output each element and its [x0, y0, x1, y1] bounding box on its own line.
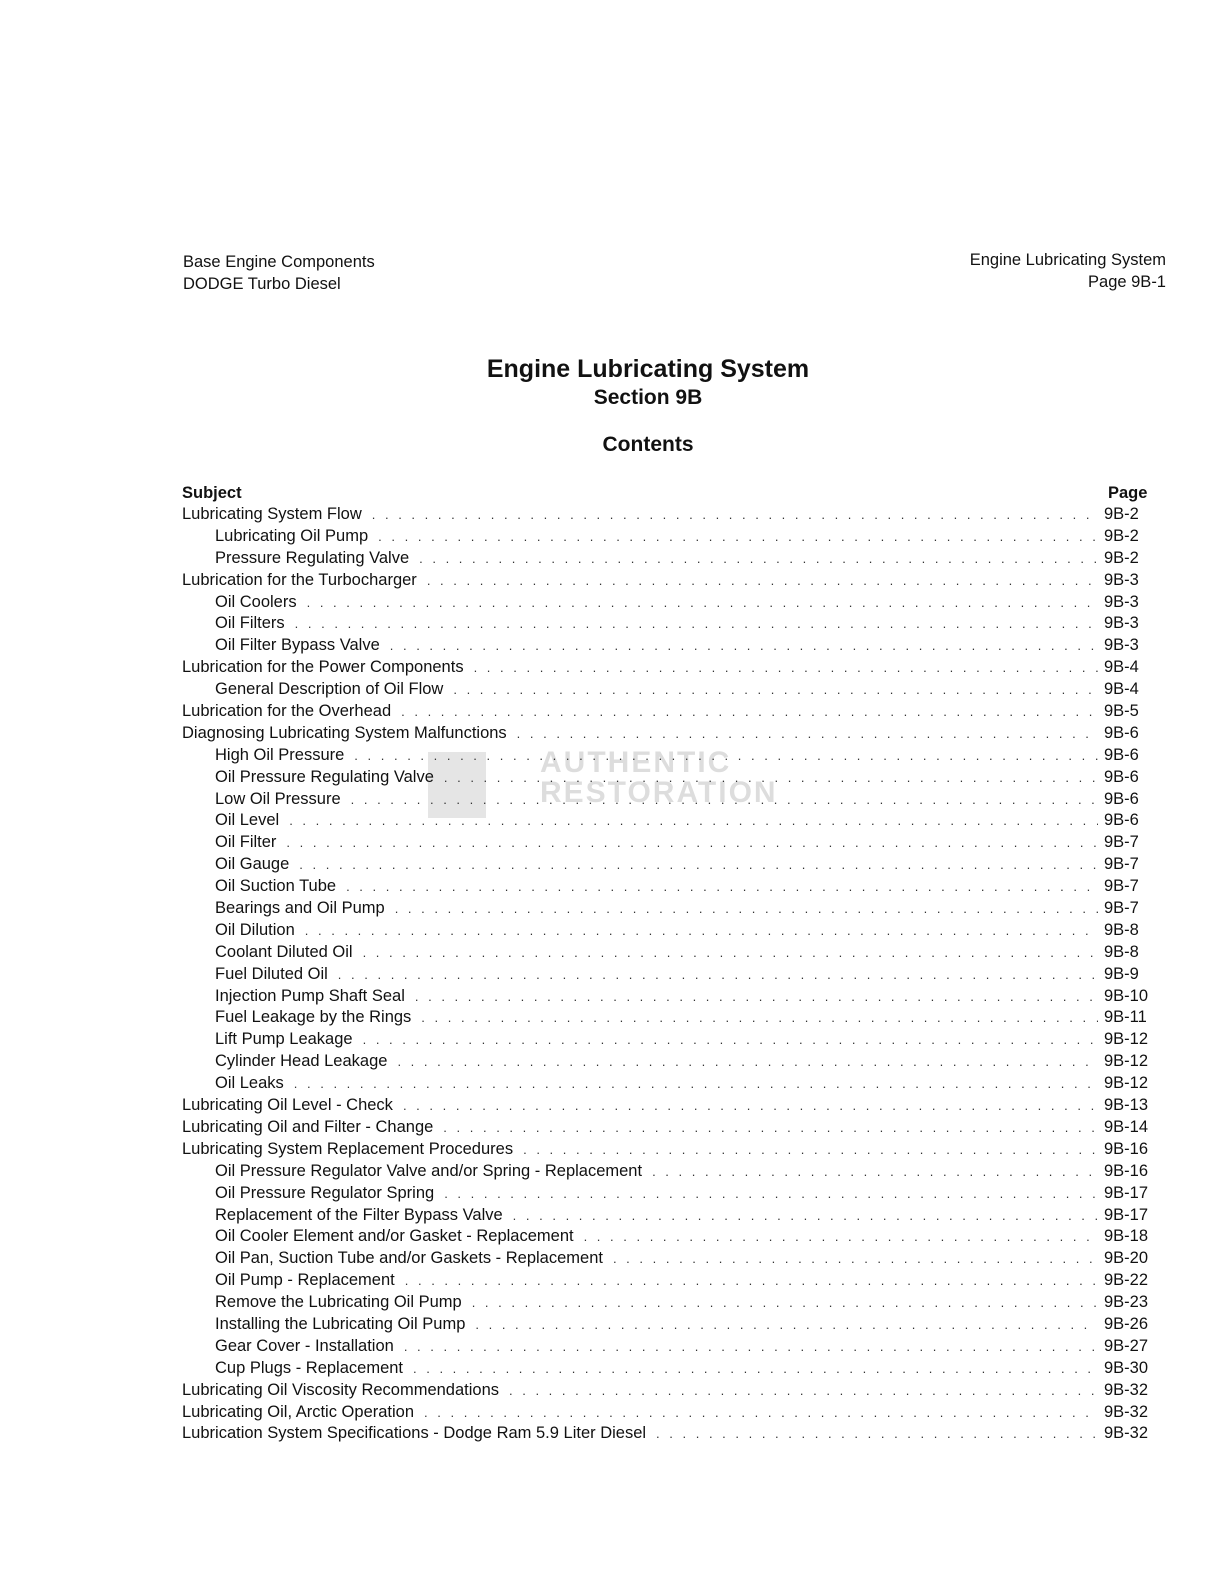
toc-entry — [182, 1336, 1150, 1358]
dot-leader — [390, 635, 1098, 657]
dot-leader — [354, 745, 1098, 767]
dot-leader — [427, 570, 1098, 592]
toc-entry — [182, 1073, 1150, 1095]
dot-leader — [403, 1095, 1098, 1117]
toc-entry-page: 9B-3 — [1104, 636, 1139, 655]
toc-entry-label: Oil Coolers — [215, 592, 297, 611]
dot-leader — [453, 679, 1098, 701]
toc-entry-label: Lubricating Oil, Arctic Operation — [182, 1402, 415, 1421]
toc-entry-label: Injection Pump Shaft Seal — [215, 986, 405, 1005]
toc-entry-label: Oil Pressure Regulator Spring — [215, 1183, 435, 1202]
toc-entry — [182, 832, 1150, 854]
toc-entry — [182, 1161, 1150, 1183]
toc-entry — [182, 854, 1150, 876]
toc-entry — [182, 635, 1150, 657]
page-column-label: Page — [1108, 484, 1148, 502]
toc-entry — [182, 1292, 1150, 1314]
toc-entry-label: Fuel Leakage by the Rings — [215, 1008, 412, 1027]
toc-entry — [182, 723, 1150, 745]
dot-leader — [405, 1270, 1098, 1292]
subject-column-label: Subject — [182, 484, 242, 502]
toc-entry-page: 9B-4 — [1104, 658, 1139, 677]
toc-entry — [182, 1051, 1150, 1073]
toc-entry-page: 9B-12 — [1104, 1074, 1149, 1093]
toc-entry-label: Lubricating Oil Level - Check — [182, 1096, 393, 1115]
dot-leader — [509, 1380, 1098, 1402]
toc-entry — [182, 1117, 1150, 1139]
toc-entry-label: Oil Dilution — [215, 920, 295, 939]
header-right-line-1: Engine Lubricating System — [969, 251, 1166, 269]
toc-entry-label: Oil Cooler Element and/or Gasket - Replacement — [215, 1227, 574, 1246]
toc-entry-label: Diagnosing Lubricating System Malfunctions — [182, 723, 507, 742]
toc-entry — [182, 810, 1150, 832]
toc-entry-label: Coolant Diluted Oil — [215, 942, 353, 961]
dot-leader — [338, 964, 1098, 986]
toc-entry-page: 9B-12 — [1104, 1052, 1149, 1071]
dot-leader — [444, 767, 1098, 789]
toc-entry — [182, 789, 1150, 811]
toc-entry-label: High Oil Pressure — [215, 745, 345, 764]
toc-entry-page: 9B-12 — [1104, 1030, 1149, 1049]
toc-entry — [182, 1007, 1150, 1029]
toc-entry — [182, 1380, 1150, 1402]
table-of-contents — [182, 482, 1150, 1445]
toc-entry-label: Bearings and Oil Pump — [215, 899, 385, 918]
toc-entry-label: Lift Pump Leakage — [215, 1030, 353, 1049]
toc-entry-label: Oil Pressure Regulating Valve — [215, 767, 434, 786]
header-right — [970, 249, 1166, 293]
toc-entry-label: Oil Filter — [215, 833, 277, 852]
dot-leader — [299, 854, 1098, 876]
toc-entry — [182, 1423, 1150, 1445]
toc-entry — [182, 1270, 1150, 1292]
toc-entry-label: Lubrication for the Power Components — [182, 658, 464, 677]
toc-entry — [182, 657, 1150, 679]
toc-entry-label: Fuel Diluted Oil — [215, 964, 328, 983]
dot-leader — [294, 1073, 1098, 1095]
toc-entry-page: 9B-8 — [1104, 942, 1139, 961]
toc-entry-page: 9B-16 — [1104, 1161, 1149, 1180]
dot-leader — [305, 920, 1098, 942]
toc-entry — [182, 745, 1150, 767]
toc-entry-label: Lubricating Oil Viscosity Recommendations — [182, 1380, 500, 1399]
toc-entry-page: 9B-16 — [1104, 1139, 1149, 1158]
toc-entry-label: Oil Gauge — [215, 855, 290, 874]
toc-entry-page: 9B-17 — [1104, 1205, 1149, 1224]
toc-entry-label: Lubricating Oil and Filter - Change — [182, 1117, 434, 1136]
toc-entry — [182, 964, 1150, 986]
toc-entry-page: 9B-6 — [1104, 811, 1139, 830]
contents-heading: Contents — [602, 433, 694, 456]
watermark-line-1: AUTHENTIC — [540, 746, 732, 779]
toc-entry-page: 9B-17 — [1104, 1183, 1149, 1202]
section-subtitle: Section 9B — [593, 386, 703, 409]
toc-entry-label: Oil Pan, Suction Tube and/or Gaskets - Replacement — [215, 1249, 603, 1268]
dot-leader — [397, 1051, 1098, 1073]
dot-leader — [378, 526, 1098, 548]
toc-entry — [182, 613, 1150, 635]
dot-leader — [475, 1314, 1098, 1336]
toc-entry-label: Cup Plugs - Replacement — [215, 1358, 404, 1377]
dot-leader — [286, 832, 1098, 854]
toc-entry-page: 9B-6 — [1104, 745, 1139, 764]
toc-header — [182, 482, 1150, 504]
toc-entry-page: 9B-27 — [1104, 1336, 1149, 1355]
header-left — [183, 251, 375, 295]
toc-entry-page: 9B-14 — [1104, 1117, 1149, 1136]
toc-entries — [182, 504, 1150, 1445]
toc-entry-page: 9B-7 — [1104, 855, 1139, 874]
header-left-line-1: Base Engine Components — [183, 253, 375, 271]
toc-entry-label: Installing the Lubricating Oil Pump — [215, 1314, 466, 1333]
toc-entry-label: Remove the Lubricating Oil Pump — [215, 1293, 462, 1312]
toc-entry-page: 9B-18 — [1104, 1227, 1149, 1246]
toc-entry-label: Lubricating Oil Pump — [215, 526, 369, 545]
toc-entry-page: 9B-23 — [1104, 1293, 1149, 1312]
toc-entry-label: Cylinder Head Leakage — [215, 1052, 388, 1071]
toc-entry — [182, 570, 1150, 592]
toc-entry-page: 9B-7 — [1104, 899, 1139, 918]
toc-entry-page: 9B-7 — [1104, 877, 1139, 896]
toc-entry-page: 9B-9 — [1104, 964, 1139, 983]
dot-leader — [656, 1423, 1098, 1445]
toc-entry-page: 9B-4 — [1104, 680, 1139, 699]
dot-leader — [443, 1117, 1098, 1139]
toc-entry-page: 9B-11 — [1104, 1008, 1147, 1027]
dot-leader — [444, 1183, 1098, 1205]
dot-leader — [424, 1402, 1098, 1424]
toc-entry-label: Lubrication for the Overhead — [182, 702, 392, 721]
dot-leader — [472, 1292, 1098, 1314]
dot-leader — [474, 657, 1098, 679]
toc-entry-page: 9B-7 — [1104, 833, 1139, 852]
watermark-line-2: RESTORATION — [540, 776, 778, 809]
toc-entry-label: Oil Suction Tube — [215, 877, 337, 896]
toc-entry — [182, 548, 1150, 570]
toc-entry-label: Low Oil Pressure — [215, 789, 341, 808]
toc-entry-page: 9B-2 — [1104, 526, 1139, 545]
toc-entry-page: 9B-2 — [1104, 505, 1139, 523]
header-left-line-2: DODGE Turbo Diesel — [183, 275, 341, 293]
dot-leader — [517, 723, 1098, 745]
dot-leader — [346, 876, 1098, 898]
toc-entry — [182, 1358, 1150, 1380]
toc-entry-label: Oil Filter Bypass Valve — [215, 636, 380, 655]
header-right-line-2: Page 9B-1 — [1088, 273, 1166, 291]
toc-entry-label: Oil Pump - Replacement — [215, 1271, 395, 1290]
toc-entry-page: 9B-3 — [1104, 570, 1139, 589]
dot-leader — [395, 898, 1098, 920]
dot-leader — [363, 942, 1098, 964]
toc-entry-page: 9B-32 — [1104, 1424, 1149, 1443]
toc-entry — [182, 1183, 1150, 1205]
dot-leader — [421, 1007, 1098, 1029]
dot-leader — [413, 1358, 1098, 1380]
toc-entry — [182, 1095, 1150, 1117]
dot-leader — [419, 548, 1098, 570]
dot-leader — [295, 613, 1098, 635]
toc-entry-label: Lubrication for the Turbocharger — [182, 570, 417, 589]
toc-entry — [182, 920, 1150, 942]
toc-entry — [182, 942, 1150, 964]
toc-entry-page: 9B-13 — [1104, 1096, 1149, 1115]
dot-leader — [523, 1139, 1098, 1161]
toc-entry — [182, 679, 1150, 701]
toc-entry — [182, 1205, 1150, 1227]
toc-entry — [182, 526, 1150, 548]
toc-entry-page: 9B-6 — [1104, 767, 1139, 786]
toc-entry-page: 9B-8 — [1104, 920, 1139, 939]
toc-entry — [182, 1402, 1150, 1424]
toc-entry-page: 9B-6 — [1104, 723, 1139, 742]
dot-leader — [404, 1336, 1098, 1358]
toc-entry — [182, 986, 1150, 1008]
page-title: Engine Lubricating System — [486, 355, 810, 383]
toc-entry-label: Oil Leaks — [215, 1074, 284, 1093]
dot-leader — [351, 789, 1098, 811]
dot-leader — [513, 1205, 1098, 1227]
toc-entry-label: General Description of Oil Flow — [215, 680, 444, 699]
dot-leader — [372, 504, 1098, 526]
toc-entry-label: Pressure Regulating Valve — [215, 548, 410, 567]
toc-entry-label: Oil Level — [215, 811, 280, 830]
dot-leader — [289, 810, 1098, 832]
toc-entry — [182, 876, 1150, 898]
dot-leader — [307, 592, 1098, 614]
dot-leader — [401, 701, 1098, 723]
toc-entry-page: 9B-6 — [1104, 789, 1139, 808]
toc-entry-page: 9B-5 — [1104, 702, 1139, 721]
toc-entry — [182, 1314, 1150, 1336]
toc-entry — [182, 1226, 1150, 1248]
toc-entry-label: Lubricating System Flow — [182, 505, 362, 523]
dot-leader — [584, 1226, 1098, 1248]
toc-entry-page: 9B-32 — [1104, 1402, 1149, 1421]
toc-entry — [182, 592, 1150, 614]
toc-entry — [182, 898, 1150, 920]
toc-entry-page: 9B-22 — [1104, 1271, 1149, 1290]
toc-entry-page: 9B-3 — [1104, 614, 1139, 633]
toc-entry-label: Replacement of the Filter Bypass Valve — [215, 1205, 503, 1224]
toc-entry-label: Oil Pressure Regulator Valve and/or Spring - Replacement — [215, 1161, 643, 1180]
toc-entry-page: 9B-20 — [1104, 1249, 1149, 1268]
toc-entry — [182, 701, 1150, 723]
toc-entry-page: 9B-30 — [1104, 1358, 1149, 1377]
toc-entry — [182, 504, 1150, 526]
toc-entry-page: 9B-2 — [1104, 548, 1139, 567]
toc-entry — [182, 767, 1150, 789]
toc-entry-label: Lubricating System Replacement Procedures — [182, 1139, 514, 1158]
toc-entry-page: 9B-3 — [1104, 592, 1139, 611]
toc-entry-label: Lubrication System Specifications - Dodge Ram 5.9 Liter Diesel — [182, 1424, 647, 1443]
dot-leader — [415, 986, 1098, 1008]
dot-leader — [652, 1161, 1098, 1183]
toc-entry — [182, 1029, 1150, 1051]
dot-leader — [363, 1029, 1098, 1051]
toc-entry-page: 9B-32 — [1104, 1380, 1149, 1399]
toc-entry-label: Gear Cover - Installation — [215, 1336, 394, 1355]
toc-entry — [182, 1139, 1150, 1161]
toc-entry-label: Oil Filters — [215, 614, 285, 633]
toc-entry-page: 9B-26 — [1104, 1314, 1149, 1333]
toc-entry — [182, 1248, 1150, 1270]
dot-leader — [613, 1248, 1098, 1270]
toc-entry-page: 9B-10 — [1104, 986, 1149, 1005]
